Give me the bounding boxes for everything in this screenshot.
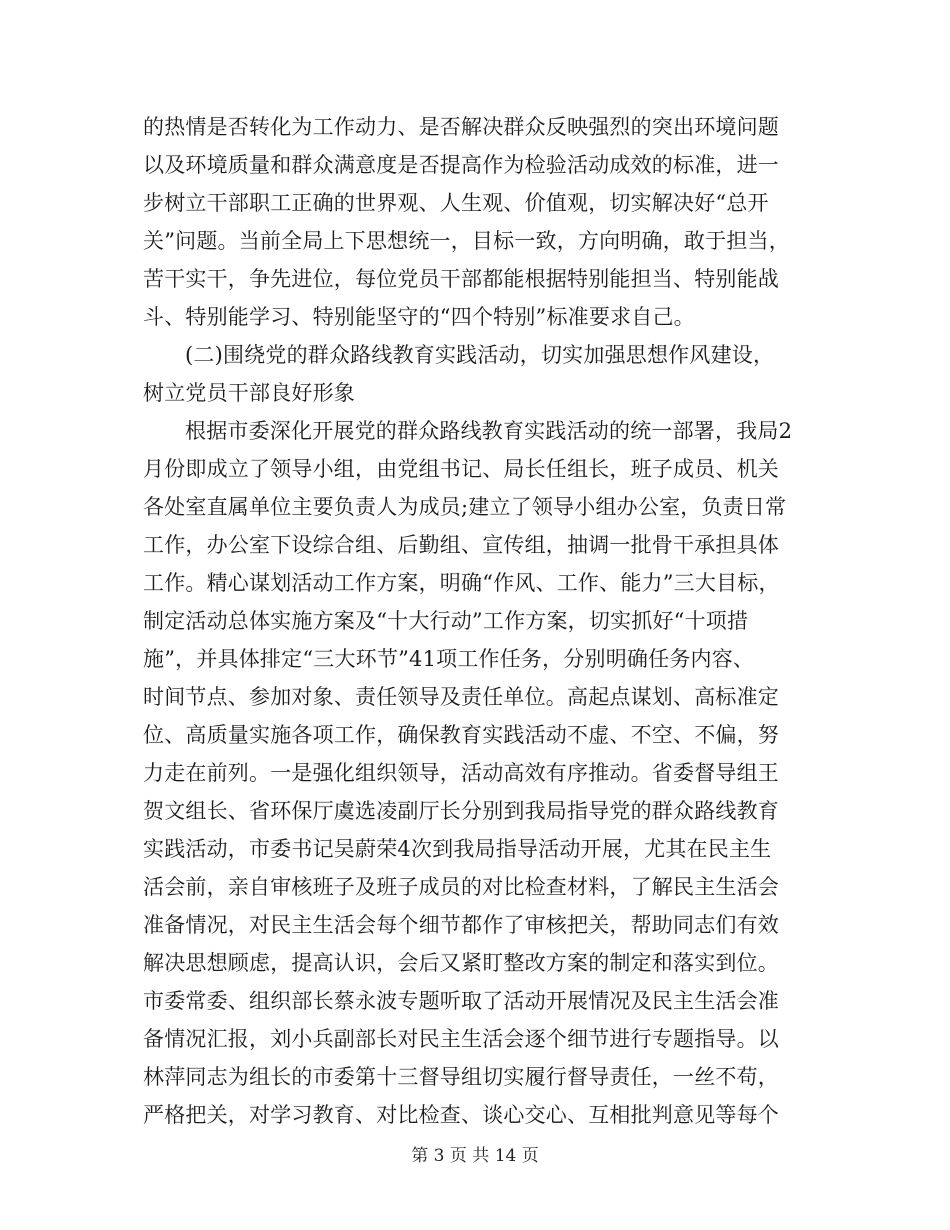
body-text-line: 苦干实干，争先进位，每位党员干部都能根据特别能担当、特别能战 bbox=[143, 267, 779, 291]
body-text-line: 工作，办公室下设综合组、后勤组、宣传组，抽调一批骨干承担具体 bbox=[143, 533, 779, 557]
body-text-line: 施”，并具体排定“三大环节”41项工作任务，分别明确任务内容、 bbox=[143, 647, 755, 671]
body-text-line: 实践活动，市委书记吴蔚荣4次到我局指导活动开展，尤其在民主生 bbox=[143, 837, 772, 861]
body-text-line: 活会前，亲自审核班子及班子成员的对比检查材料，了解民主生活会 bbox=[143, 875, 779, 899]
body-text-line: 步树立干部职工正确的世界观、人生观、价值观，切实解决好“总开 bbox=[143, 191, 769, 215]
body-text-line: 斗、特别能学习、特别能坚守的“四个特别”标准要求自己。 bbox=[143, 305, 695, 329]
page-number-footer: 第 3 页 共 14 页 bbox=[411, 1146, 539, 1166]
body-text-line: 时间节点、参加对象、责任领导及责任单位。高起点谋划、高标准定 bbox=[143, 685, 779, 709]
body-text-line: 的热情是否转化为工作动力、是否解决群众反映强烈的突出环境问题 bbox=[143, 115, 779, 139]
section-heading-line: 树立党员干部良好形象 bbox=[143, 381, 355, 405]
body-text-line: 林萍同志为组长的市委第十三督导组切实履行督导责任，一丝不苟， bbox=[143, 1065, 779, 1089]
body-text-line: 工作。精心谋划活动工作方案，明确“作风、工作、能力”三大目标， bbox=[143, 571, 780, 595]
body-text-line: 贺文组长、省环保厅虞选凌副厅长分别到我局指导党的群众路线教育 bbox=[143, 799, 779, 823]
body-text-line: 关”问题。当前全局上下思想统一，目标一致，方向明确，敢于担当， bbox=[143, 229, 790, 253]
body-text-line: 市委常委、组织部长蔡永波专题听取了活动开展情况及民主生活会准 bbox=[143, 989, 779, 1013]
body-text-line: 月份即成立了领导小组，由党组书记、局长任组长，班子成员、机关 bbox=[143, 457, 779, 481]
body-text-line: 各处室直属单位主要负责人为成员;建立了领导小组办公室，负责日常 bbox=[143, 495, 787, 519]
section-heading-line: (二)围绕党的群众路线教育实践活动，切实加强思想作风建设， bbox=[185, 343, 775, 367]
body-text-line: 位、高质量实施各项工作，确保教育实践活动不虚、不空、不偏，努 bbox=[143, 723, 779, 747]
body-text-line: 准备情况，对民主生活会每个细节都作了审核把关，帮助同志们有效 bbox=[143, 913, 779, 937]
body-text-line: 力走在前列。一是强化组织领导，活动高效有序推动。省委督导组王 bbox=[143, 761, 779, 785]
body-text-line: 根据市委深化开展党的群众路线教育实践活动的统一部署，我局2 bbox=[185, 419, 793, 443]
body-text-line: 制定活动总体实施方案及“十大行动”工作方案，切实抓好“十项措 bbox=[143, 609, 749, 633]
body-text-line: 备情况汇报，刘小兵副部长对民主生活会逐个细节进行专题指导。以 bbox=[143, 1027, 779, 1051]
body-text-line: 严格把关，对学习教育、对比检查、谈心交心、互相批判意见等每个 bbox=[143, 1103, 779, 1127]
body-text-line: 以及环境质量和群众满意度是否提高作为检验活动成效的标准，进一 bbox=[143, 153, 779, 177]
body-text-line: 解决思想顾虑，提高认识，会后又紧盯整改方案的制定和落实到位。 bbox=[143, 951, 779, 975]
